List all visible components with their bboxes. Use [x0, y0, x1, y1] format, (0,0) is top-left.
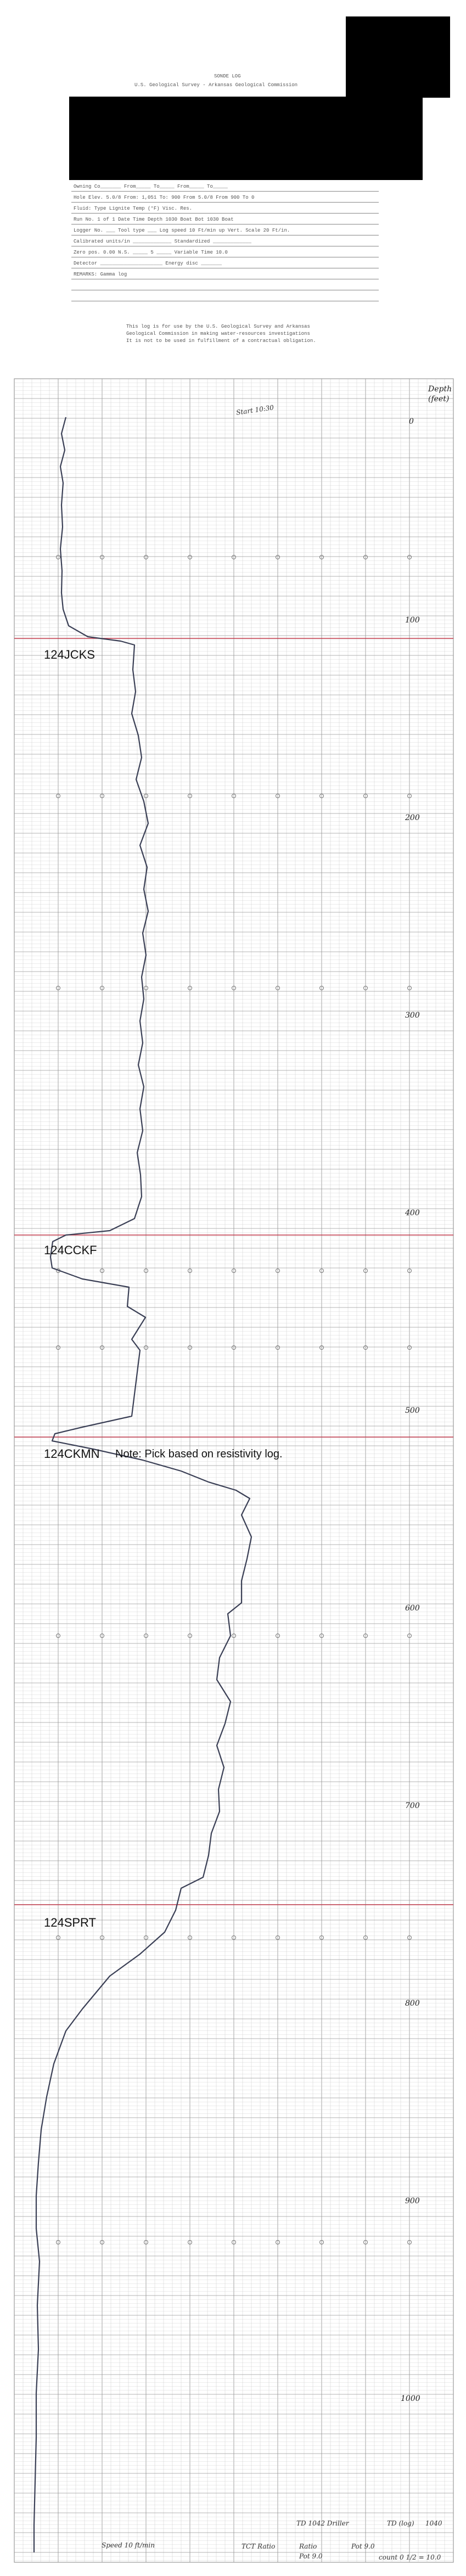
depth-label-300: 300	[405, 1011, 420, 1020]
disclaimer-line: It is not to be used in fulfillment of a contractual obligation.	[126, 338, 316, 344]
depth-label-800: 800	[405, 1999, 420, 2008]
header-field-row: Fluid: Type Lignite Temp (°F) Visc. Res.	[74, 206, 193, 211]
bottom-note: Pot 9.0	[351, 2543, 375, 2550]
depth-label-700: 700	[405, 1801, 420, 1810]
bottom-note: count 0 1/2 = 10.0	[379, 2553, 441, 2561]
depth-axis-label: Depth (feet)	[428, 385, 452, 403]
agency-line: U.S. Geological Survey - Arkansas Geological Commission	[134, 82, 298, 88]
depth-label-600: 600	[405, 1604, 420, 1613]
formation-label-124jcks: 124JCKS	[44, 648, 95, 661]
formation-label-124sprt: 124SPRT	[44, 1916, 96, 1929]
depth-label-0: 0	[409, 417, 414, 426]
start-annotation: Start 10:30	[235, 403, 274, 417]
depth-label-900: 900	[405, 2197, 420, 2205]
formation-note: Note: Pick based on resistivity log.	[115, 1448, 283, 1460]
formation-label-124cckf: 124CCKF	[44, 1243, 97, 1257]
depth-label-200: 200	[405, 813, 420, 822]
gamma-curve	[34, 417, 251, 2552]
formation-label-124ckmn: 124CKMN	[44, 1447, 100, 1461]
form-title: SONDE LOG	[214, 74, 241, 79]
depth-label-500: 500	[405, 1406, 420, 1415]
header-field-row: Zero pos. 0.00 N.S. _____ 5 _____ Variable Time 10.0	[74, 250, 228, 255]
header-field-row: Logger No. ___ Tool type ___ Log speed 10 Ft/min up Vert. Scale 20 Ft/in.	[74, 228, 290, 233]
bottom-note: Ratio	[299, 2543, 317, 2550]
disclaimer-line: This log is for use by the U.S. Geological Survey and Arkansas	[126, 324, 310, 329]
header-field-row: Detector _____________________ Energy disc _______	[74, 261, 222, 266]
header-field-row: Run No. 1 of 1 Date Time Depth 1030 Boat Bot 1030 Boat	[74, 217, 234, 222]
header-field-row: Hole Elev. 5.0/8 From: 1,051 To: 900 From 5.0/8 From 900 To 0	[74, 195, 255, 200]
depth-label-1000: 1000	[401, 2394, 420, 2403]
bottom-note: 1040	[425, 2519, 442, 2527]
bottom-note: TD (log)	[387, 2519, 414, 2527]
bottom-note: TD 1042 Driller	[296, 2519, 349, 2527]
depth-label-100: 100	[405, 616, 420, 625]
disclaimer-line: Geological Commission in making water-resources investigations	[126, 331, 310, 336]
header-field-row: REMARKS: Gamma log	[74, 272, 127, 277]
bottom-note: Pot 9.0	[299, 2552, 323, 2560]
header-field-row: Owning Co_______ From_____ To_____ From_____ To_____	[74, 184, 228, 189]
bottom-note: TCT Ratio	[242, 2543, 276, 2550]
depth-label-400: 400	[405, 1209, 420, 1217]
header-field-row: Calibrated units/in _____________ Standardized _____________	[74, 239, 252, 244]
bottom-note: Speed 10 ft/min	[102, 2541, 155, 2549]
